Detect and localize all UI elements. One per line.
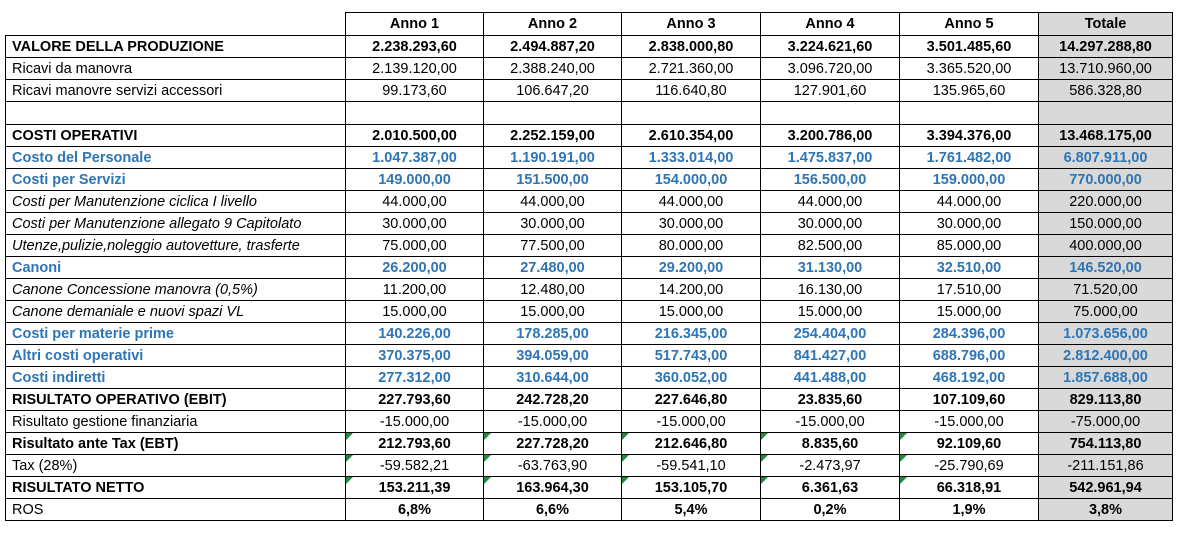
value-cell: 26.200,00	[346, 257, 484, 279]
value-cell: -15.000,00	[622, 411, 761, 433]
row-label: Costo del Personale	[6, 147, 346, 169]
value-cell: 360.052,00	[622, 367, 761, 389]
value-cell: 153.211,39	[346, 477, 484, 499]
value-cell: 2.388.240,00	[484, 58, 622, 80]
value-cell: 2.238.293,60	[346, 36, 484, 58]
value-cell: 44.000,00	[622, 191, 761, 213]
table-row	[6, 257, 1173, 279]
value-cell: 12.480,00	[484, 279, 622, 301]
row-label: Altri costi operativi	[6, 345, 346, 367]
value-cell: 2.838.000,80	[622, 36, 761, 58]
value-cell: 30.000,00	[622, 213, 761, 235]
table-row	[6, 323, 1173, 345]
row-label: Costi per materie prime	[6, 323, 346, 345]
value-cell	[484, 102, 622, 125]
value-cell: -2.473,97	[761, 455, 900, 477]
value-cell: -15.000,00	[484, 411, 622, 433]
row-label: Canone Concessione manovra (0,5%)	[6, 279, 346, 301]
value-cell: -63.763,90	[484, 455, 622, 477]
value-cell: 44.000,00	[900, 191, 1039, 213]
total-cell: 754.113,80	[1039, 433, 1173, 455]
row-label: Canoni	[6, 257, 346, 279]
value-cell: 85.000,00	[900, 235, 1039, 257]
value-cell: 44.000,00	[761, 191, 900, 213]
value-cell: 178.285,00	[484, 323, 622, 345]
table-row	[6, 191, 1173, 213]
table-row	[6, 80, 1173, 102]
value-cell: 6,6%	[484, 499, 622, 521]
total-cell: 14.297.288,80	[1039, 36, 1173, 58]
table-row	[6, 367, 1173, 389]
header-cell-year: Anno 2	[484, 13, 622, 36]
value-cell: 30.000,00	[900, 213, 1039, 235]
value-cell: 30.000,00	[484, 213, 622, 235]
value-cell: 6,8%	[346, 499, 484, 521]
value-cell	[622, 102, 761, 125]
row-label: Costi per Servizi	[6, 169, 346, 191]
value-cell: 156.500,00	[761, 169, 900, 191]
row-label: Costi per Manutenzione ciclica I livello	[6, 191, 346, 213]
value-cell: 107.109,60	[900, 389, 1039, 411]
table-row	[6, 102, 1173, 125]
total-cell: 400.000,00	[1039, 235, 1173, 257]
row-label: Costi indiretti	[6, 367, 346, 389]
row-label: Risultato ante Tax (EBT)	[6, 433, 346, 455]
value-cell: 254.404,00	[761, 323, 900, 345]
value-cell: 3.096.720,00	[761, 58, 900, 80]
value-cell: 82.500,00	[761, 235, 900, 257]
header-row	[6, 13, 1173, 36]
value-cell: 3.200.786,00	[761, 125, 900, 147]
table-row	[6, 499, 1173, 521]
row-label: RISULTATO NETTO	[6, 477, 346, 499]
value-cell: 2.721.360,00	[622, 58, 761, 80]
value-cell: 2.252.159,00	[484, 125, 622, 147]
value-cell: 0,2%	[761, 499, 900, 521]
value-cell: 149.000,00	[346, 169, 484, 191]
value-cell: 242.728,20	[484, 389, 622, 411]
table-row	[6, 147, 1173, 169]
value-cell: 227.793,60	[346, 389, 484, 411]
value-cell: 17.510,00	[900, 279, 1039, 301]
row-label: Ricavi manovre servizi accessori	[6, 80, 346, 102]
value-cell: 153.105,70	[622, 477, 761, 499]
table-row	[6, 235, 1173, 257]
value-cell: 44.000,00	[346, 191, 484, 213]
value-cell: 227.728,20	[484, 433, 622, 455]
total-cell: 13.468.175,00	[1039, 125, 1173, 147]
row-label: Tax (28%)	[6, 455, 346, 477]
value-cell: 688.796,00	[900, 345, 1039, 367]
value-cell: 159.000,00	[900, 169, 1039, 191]
table-row	[6, 279, 1173, 301]
header-cell-year: Anno 1	[346, 13, 484, 36]
row-label	[6, 102, 346, 125]
total-cell: 75.000,00	[1039, 301, 1173, 323]
value-cell	[346, 102, 484, 125]
value-cell: 116.640,80	[622, 80, 761, 102]
value-cell: -59.541,10	[622, 455, 761, 477]
value-cell: 163.964,30	[484, 477, 622, 499]
value-cell: 1.190.191,00	[484, 147, 622, 169]
value-cell: 15.000,00	[346, 301, 484, 323]
table-row	[6, 411, 1173, 433]
row-label: RISULTATO OPERATIVO (EBIT)	[6, 389, 346, 411]
value-cell: 310.644,00	[484, 367, 622, 389]
value-cell: 468.192,00	[900, 367, 1039, 389]
total-cell: -211.151,86	[1039, 455, 1173, 477]
value-cell: 31.130,00	[761, 257, 900, 279]
value-cell: 106.647,20	[484, 80, 622, 102]
row-label: VALORE DELLA PRODUZIONE	[6, 36, 346, 58]
value-cell: 77.500,00	[484, 235, 622, 257]
value-cell: 44.000,00	[484, 191, 622, 213]
value-cell: 5,4%	[622, 499, 761, 521]
value-cell: 227.646,80	[622, 389, 761, 411]
table-row	[6, 433, 1173, 455]
value-cell: 3.224.621,60	[761, 36, 900, 58]
value-cell: 394.059,00	[484, 345, 622, 367]
value-cell: 27.480,00	[484, 257, 622, 279]
value-cell: 1,9%	[900, 499, 1039, 521]
value-cell: 517.743,00	[622, 345, 761, 367]
value-cell: 151.500,00	[484, 169, 622, 191]
table-row	[6, 301, 1173, 323]
table-row	[6, 477, 1173, 499]
value-cell: 66.318,91	[900, 477, 1039, 499]
total-cell: 770.000,00	[1039, 169, 1173, 191]
value-cell: 6.361,63	[761, 477, 900, 499]
value-cell: 370.375,00	[346, 345, 484, 367]
value-cell: 1.047.387,00	[346, 147, 484, 169]
row-label: COSTI OPERATIVI	[6, 125, 346, 147]
value-cell: -25.790,69	[900, 455, 1039, 477]
total-cell: 1.857.688,00	[1039, 367, 1173, 389]
value-cell: 30.000,00	[346, 213, 484, 235]
row-label: Canone demaniale e nuovi spazi VL	[6, 301, 346, 323]
row-label: Risultato gestione finanziaria	[6, 411, 346, 433]
total-cell: 542.961,94	[1039, 477, 1173, 499]
value-cell: 11.200,00	[346, 279, 484, 301]
value-cell: 3.365.520,00	[900, 58, 1039, 80]
table-row	[6, 213, 1173, 235]
value-cell: 2.010.500,00	[346, 125, 484, 147]
value-cell	[900, 102, 1039, 125]
table-row	[6, 455, 1173, 477]
value-cell: -15.000,00	[761, 411, 900, 433]
total-cell: 150.000,00	[1039, 213, 1173, 235]
value-cell: 3.394.376,00	[900, 125, 1039, 147]
total-cell	[1039, 102, 1173, 125]
total-cell: 3,8%	[1039, 499, 1173, 521]
value-cell: 284.396,00	[900, 323, 1039, 345]
value-cell	[761, 102, 900, 125]
total-cell: 1.073.656,00	[1039, 323, 1173, 345]
value-cell: 441.488,00	[761, 367, 900, 389]
value-cell: 841.427,00	[761, 345, 900, 367]
value-cell: 80.000,00	[622, 235, 761, 257]
header-cell-year: Anno 3	[622, 13, 761, 36]
value-cell: 23.835,60	[761, 389, 900, 411]
table-row	[6, 169, 1173, 191]
total-cell: 586.328,80	[1039, 80, 1173, 102]
value-cell: 16.130,00	[761, 279, 900, 301]
header-cell-year: Anno 5	[900, 13, 1039, 36]
value-cell: 127.901,60	[761, 80, 900, 102]
total-cell: 220.000,00	[1039, 191, 1173, 213]
total-cell: 146.520,00	[1039, 257, 1173, 279]
total-cell: 13.710.960,00	[1039, 58, 1173, 80]
value-cell: 1.761.482,00	[900, 147, 1039, 169]
total-cell: 2.812.400,00	[1039, 345, 1173, 367]
value-cell: 3.501.485,60	[900, 36, 1039, 58]
value-cell: -59.582,21	[346, 455, 484, 477]
total-cell: -75.000,00	[1039, 411, 1173, 433]
value-cell: 92.109,60	[900, 433, 1039, 455]
value-cell: 75.000,00	[346, 235, 484, 257]
row-label: Costi per Manutenzione allegato 9 Capitolato	[6, 213, 346, 235]
total-cell: 71.520,00	[1039, 279, 1173, 301]
value-cell: 29.200,00	[622, 257, 761, 279]
value-cell: 277.312,00	[346, 367, 484, 389]
value-cell: 1.333.014,00	[622, 147, 761, 169]
value-cell: 99.173,60	[346, 80, 484, 102]
value-cell: 2.494.887,20	[484, 36, 622, 58]
value-cell: 216.345,00	[622, 323, 761, 345]
value-cell: 30.000,00	[761, 213, 900, 235]
table-row	[6, 389, 1173, 411]
value-cell: 8.835,60	[761, 433, 900, 455]
value-cell: -15.000,00	[900, 411, 1039, 433]
value-cell: 15.000,00	[622, 301, 761, 323]
value-cell: 32.510,00	[900, 257, 1039, 279]
value-cell: 1.475.837,00	[761, 147, 900, 169]
header-cell-total: Totale	[1039, 13, 1173, 36]
value-cell: 14.200,00	[622, 279, 761, 301]
table-row	[6, 345, 1173, 367]
value-cell: 212.646,80	[622, 433, 761, 455]
value-cell: 2.139.120,00	[346, 58, 484, 80]
total-cell: 829.113,80	[1039, 389, 1173, 411]
value-cell: 135.965,60	[900, 80, 1039, 102]
row-label: Ricavi da manovra	[6, 58, 346, 80]
value-cell: 15.000,00	[761, 301, 900, 323]
value-cell: 212.793,60	[346, 433, 484, 455]
table-row	[6, 36, 1173, 58]
value-cell: 154.000,00	[622, 169, 761, 191]
table-row	[6, 58, 1173, 80]
value-cell: 15.000,00	[900, 301, 1039, 323]
value-cell: 140.226,00	[346, 323, 484, 345]
value-cell: 2.610.354,00	[622, 125, 761, 147]
table-row	[6, 125, 1173, 147]
header-blank-cell	[6, 13, 346, 36]
row-label: ROS	[6, 499, 346, 521]
total-cell: 6.807.911,00	[1039, 147, 1173, 169]
value-cell: -15.000,00	[346, 411, 484, 433]
value-cell: 15.000,00	[484, 301, 622, 323]
financial-table	[5, 12, 1173, 521]
row-label: Utenze,pulizie,noleggio autovetture, trasferte	[6, 235, 346, 257]
header-cell-year: Anno 4	[761, 13, 900, 36]
